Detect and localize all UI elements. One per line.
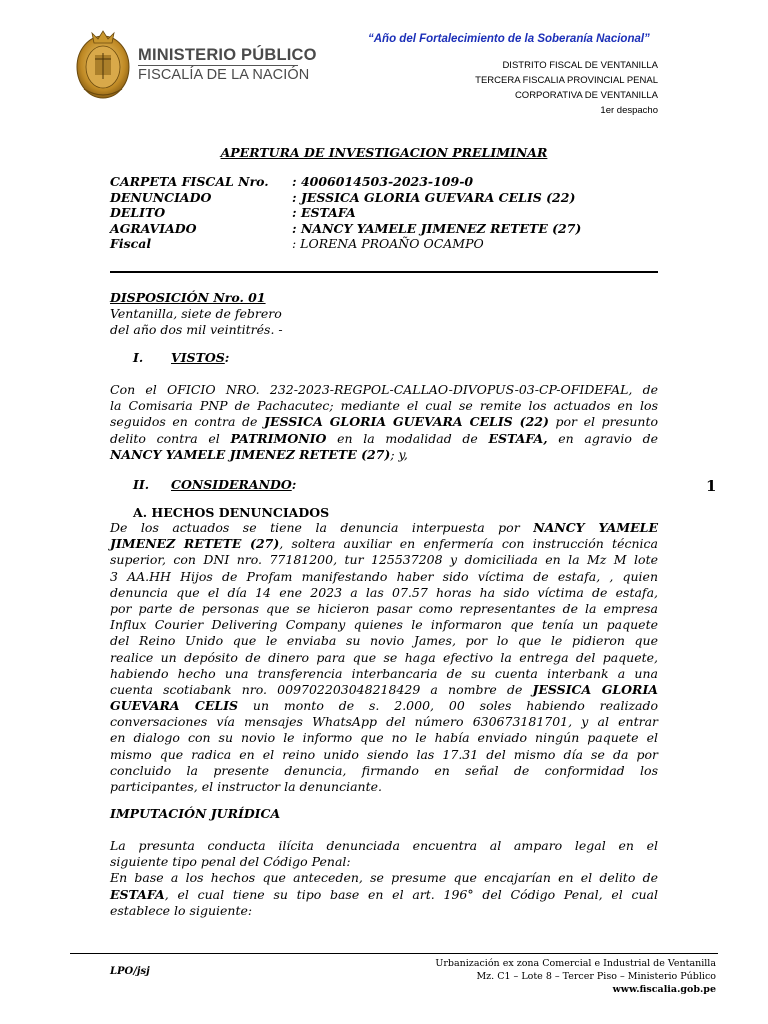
page-number: 1 xyxy=(706,477,717,495)
hechos-paragraph xyxy=(110,520,658,795)
text-line: participantes, el instructor la denunciante. xyxy=(110,779,382,794)
text-line: JIMENEZ RETETE (27), soltera auxiliar en enfermería con instrucción técnica xyxy=(110,536,658,552)
case-value: : JESSICA GLORIA GUEVARA CELIS (22) xyxy=(292,189,576,205)
text-line: realice un depósito de dinero para que se haga efectivo la entrega del paquete, xyxy=(110,649,658,665)
section-label: VISTOS xyxy=(171,350,225,365)
case-label: AGRAVIADO xyxy=(110,220,197,236)
year-motto: “Año del Fortalecimiento de la Soberanía Nacional” xyxy=(368,33,650,45)
text-line: establece lo siguiente: xyxy=(110,902,253,918)
text-line: Con el OFICIO NRO. 232-2023-REGPOL-CALLAO-DIVOPUS-03-CP-OFIDEFAL, de xyxy=(110,382,658,397)
case-value: : ESTAFA xyxy=(292,205,356,220)
disposition-block xyxy=(110,290,283,338)
vistos-paragraph xyxy=(110,382,658,463)
case-row-denunciado xyxy=(110,190,581,206)
case-label: DELITO xyxy=(110,205,166,220)
case-label: CARPETA FISCAL Nro. xyxy=(110,174,269,189)
text-line: NANCY YAMELE JIMENEZ RETETE (27); y, xyxy=(110,446,408,462)
brand-rule xyxy=(138,65,298,66)
office-block xyxy=(475,58,658,118)
text-line: siguiente tipo penal del Código Penal: xyxy=(110,854,351,870)
section-label: CONSIDERANDO xyxy=(171,477,292,492)
disposition-date-line: del año dos mil veintitrés. - xyxy=(110,322,283,337)
text-line: concluido la presente denuncia, firmando en señal de conformidad los xyxy=(110,762,658,778)
section-suffix: : xyxy=(291,477,297,492)
text-line: mismo que radica en el reino unido siendo las 17.31 del mismo día se da por xyxy=(110,746,658,762)
section-number: II. xyxy=(133,477,150,492)
text-line: GUEVARA CELIS un monto de s. 2.000, 00 soles habiendo realizado xyxy=(110,698,659,714)
text-line: 3 AA.HH Hijos de Profam manifestando haber sido víctima de estafa, , quien xyxy=(110,568,658,584)
case-row-delito xyxy=(110,205,581,221)
text-line: superior, con DNI nro. 77181200, tur 125537208 y domiciliada en la Mz M lote xyxy=(110,552,658,568)
text-line: en dialogo con su novio le informo que no le había enviado ningún paquete el xyxy=(110,730,658,746)
disposition-heading: DISPOSICIÓN Nro. 01 xyxy=(110,290,266,305)
ministerio-publico-seal-logo xyxy=(74,27,132,101)
office-line: TERCERA FISCALIA PROVINCIAL PENAL xyxy=(475,75,658,86)
office-line: DISTRITO FISCAL DE VENTANILLA xyxy=(502,60,658,71)
case-value: : NANCY YAMELE JIMENEZ RETETE (27) xyxy=(292,220,582,236)
text-line: la Comisaria PNP de Pachacutec; mediante el cual se remite los actuados en los xyxy=(110,398,658,414)
text-line: delito contra el PATRIMONIO en la modalidad de ESTAFA, en agravio de xyxy=(110,430,658,446)
brand-line1: MINISTERIO PÚBLICO xyxy=(138,46,317,64)
section-suffix: : xyxy=(224,350,230,365)
case-label: Fiscal xyxy=(110,236,152,251)
case-info-table xyxy=(110,174,581,252)
case-value: : 4006014503-2023-109-0 xyxy=(292,174,474,189)
subsection-hechos-heading: A. HECHOS DENUNCIADOS xyxy=(133,505,330,520)
text-line: Influx Courier Delivering Company quienes le informaron que tenía un paquete xyxy=(110,617,658,633)
author-initials: LPO/jsj xyxy=(110,966,150,977)
footer-website-link[interactable]: www.fiscalia.gob.pe xyxy=(612,984,716,995)
text-line: del Reino Unido que le enviaba su novio James, por lo que le pidieron que xyxy=(110,633,658,649)
footer-rule xyxy=(70,953,718,954)
separator-rule xyxy=(110,271,658,273)
footer-address xyxy=(435,957,716,996)
text-line: por parte de personas que se hicieron pasar como representantes de la empresa xyxy=(110,600,658,616)
text-line: seguidos en contra de JESSICA GLORIA GUEVARA CELIS (22) por el presunto xyxy=(110,414,659,430)
brand-block xyxy=(138,46,317,84)
brand-line2: FISCALÍA DE LA NACIÓN xyxy=(138,67,310,83)
imputacion-heading: IMPUTACIÓN JURÍDICA xyxy=(110,806,281,821)
footer-address-line: Mz. C1 – Lote 8 – Tercer Piso – Ministerio Público xyxy=(476,971,716,982)
case-row-agraviado xyxy=(110,221,581,237)
section-number: I. xyxy=(133,350,144,365)
disposition-date-line: Ventanilla, siete de febrero xyxy=(110,306,282,321)
case-value: : LORENA PROAÑO OCAMPO xyxy=(292,236,484,251)
document-title: APERTURA DE INVESTIGACION PRELIMINAR xyxy=(220,145,548,160)
office-line: 1er despacho xyxy=(600,105,658,116)
text-line: De los actuados se tiene la denuncia interpuesta por NANCY YAMELE xyxy=(110,520,658,535)
footer-address-line: Urbanización ex zona Comercial e Industrial de Ventanilla xyxy=(435,958,716,969)
section-vistos-heading xyxy=(133,350,229,365)
section-considerando-heading xyxy=(133,477,296,492)
case-row-fiscal xyxy=(110,236,581,252)
text-line: ESTAFA, el cual tiene su tipo base en el art. 196° del Código Penal, el cual xyxy=(110,886,658,902)
text-line: cuenta scotiabank nro. 009702203048218429 a nombre de JESSICA GLORIA xyxy=(110,681,658,697)
text-line: conversaciones vía mensajes WhatsApp del número 630673181701, y al entrar xyxy=(110,714,658,730)
office-line: CORPORATIVA DE VENTANILLA xyxy=(514,90,658,101)
imputacion-paragraph-1 xyxy=(110,838,658,919)
text-line: En base a los hechos que anteceden, se presume que encajarían en el delito de xyxy=(110,870,658,886)
text-line: La presunta conducta ilícita denunciada encuentra al amparo legal en el xyxy=(110,838,658,853)
case-label: DENUNCIADO xyxy=(110,189,212,205)
text-line: habiendo hecho una transferencia interbancaria de su cuenta interbank a una xyxy=(110,665,658,681)
text-line: denuncia que el día 14 ene 2023 a las 07.57 horas ha sido víctima de estafa, xyxy=(110,584,658,600)
case-row-carpeta xyxy=(110,174,581,190)
